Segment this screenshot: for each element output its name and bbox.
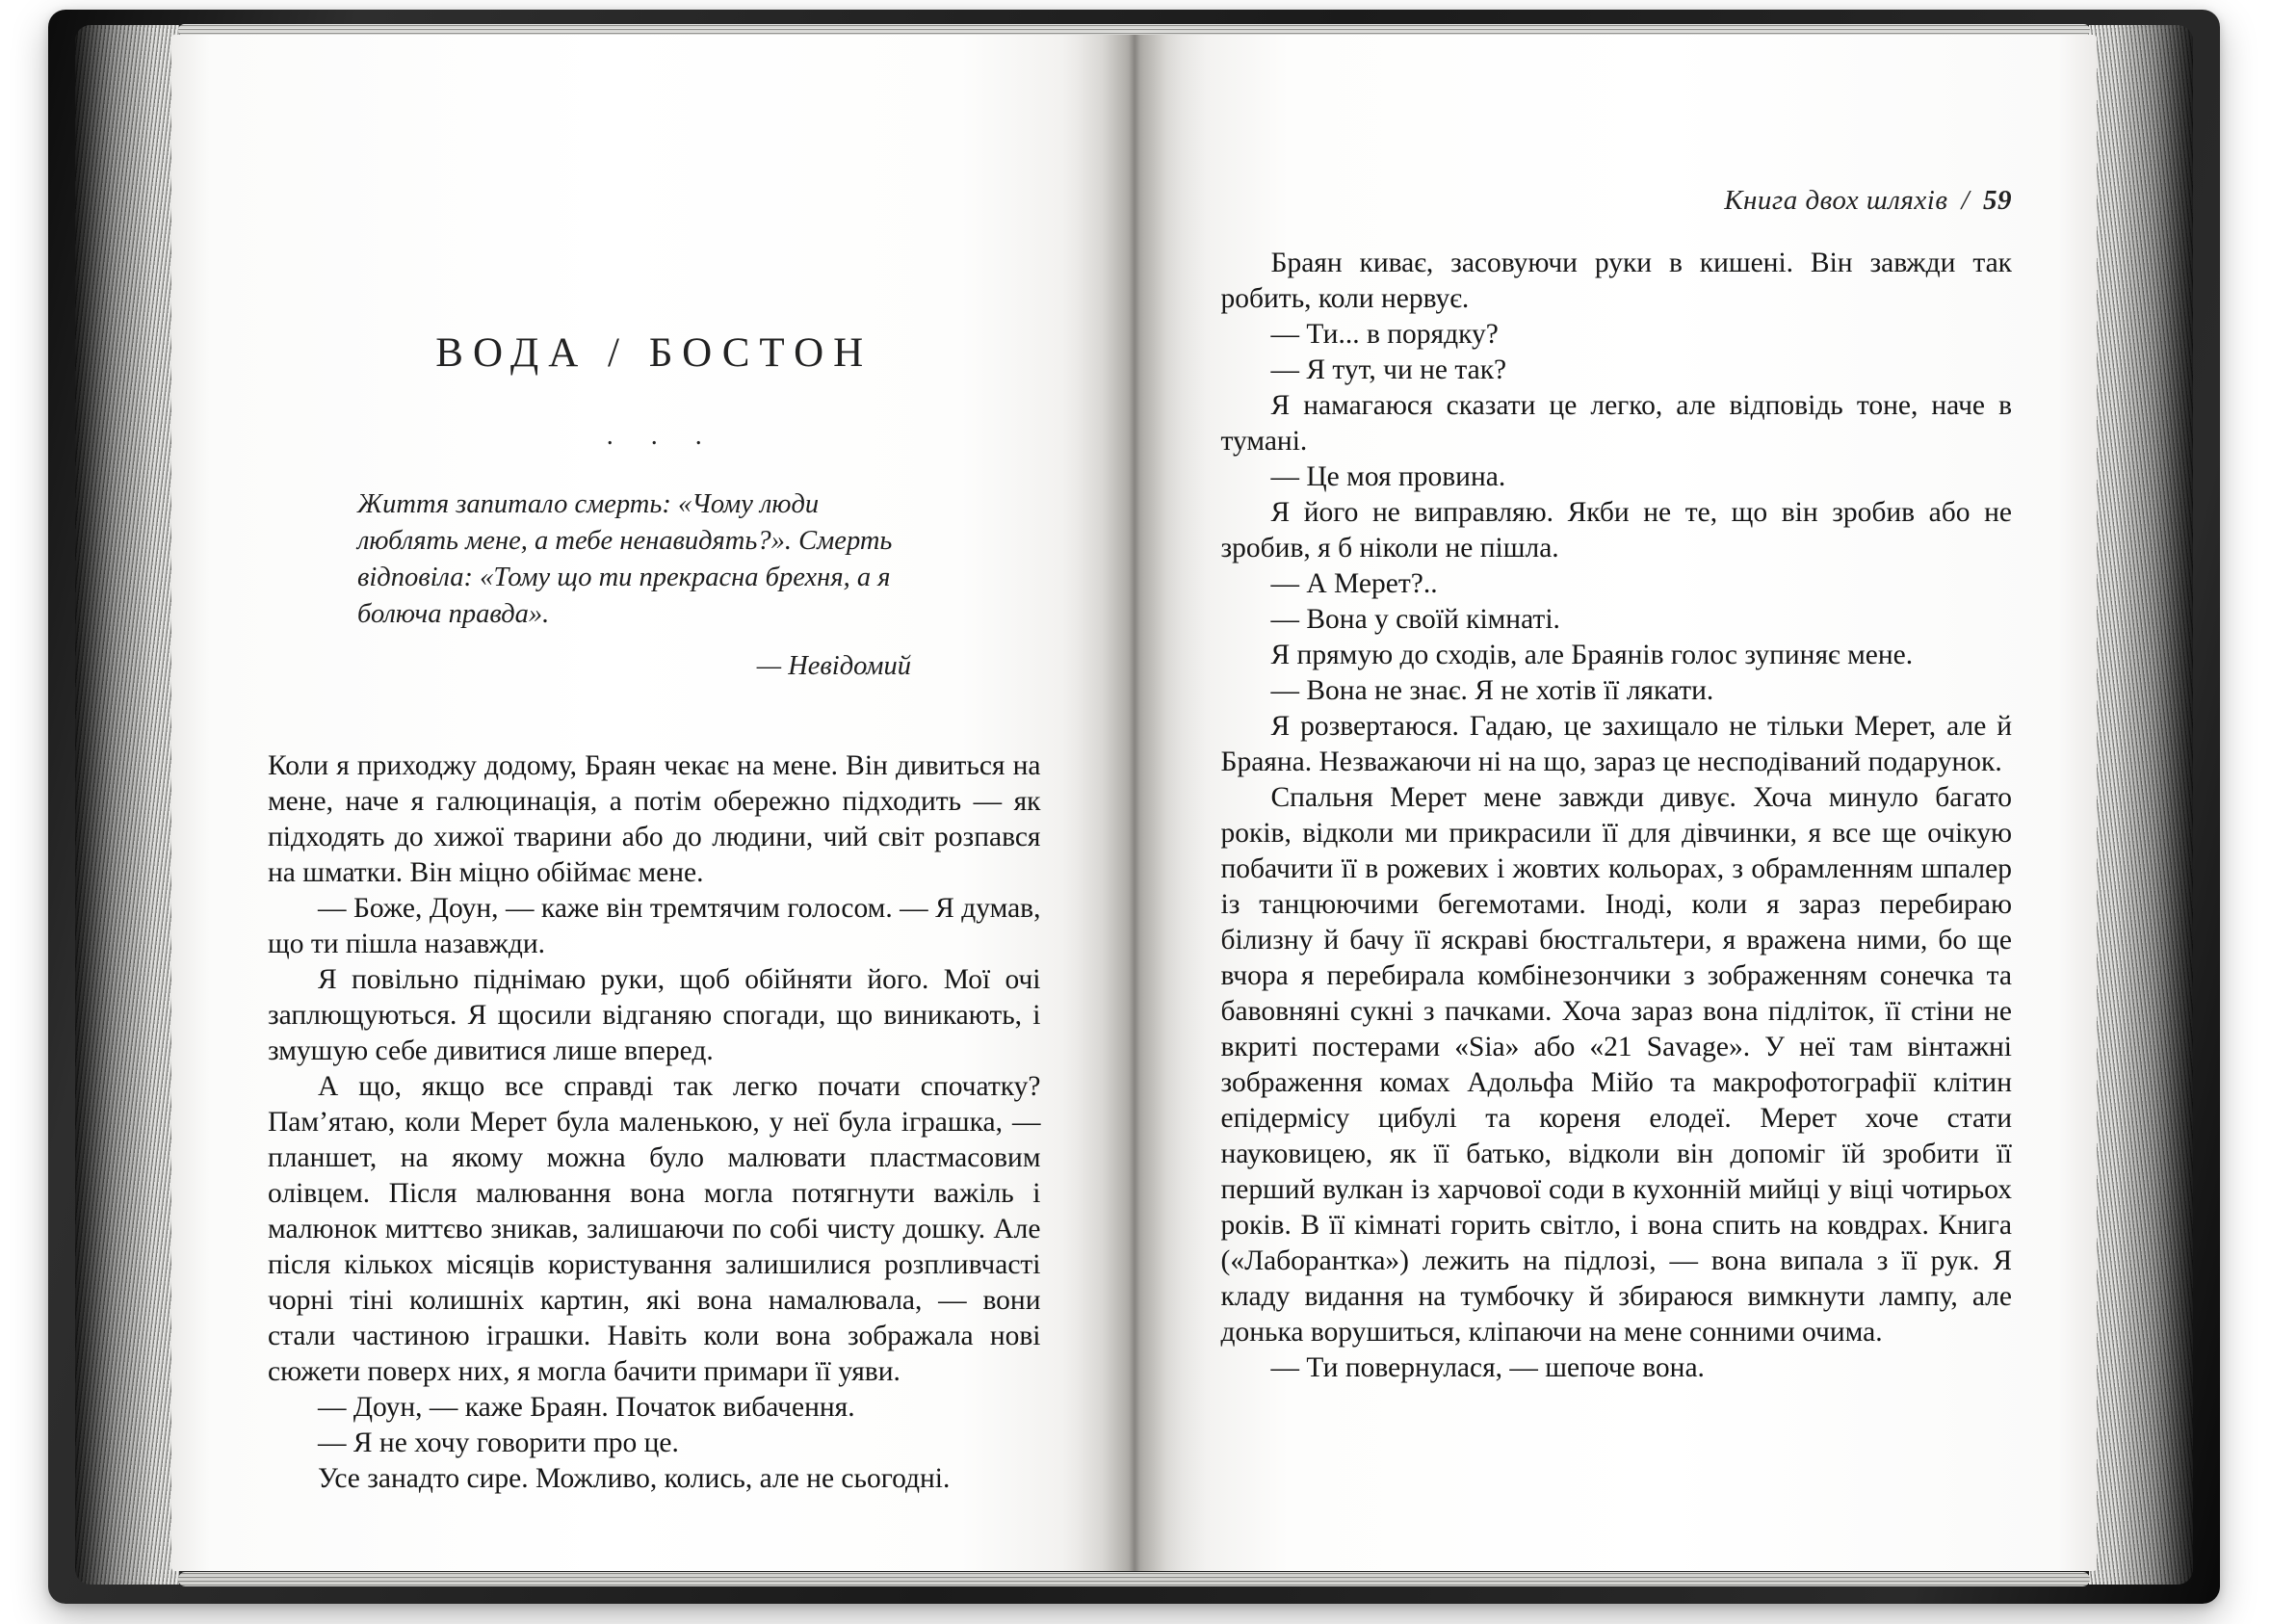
left-page-body <box>268 748 1041 1497</box>
paragraph: Спальня Мерет мене завжди дивує. Хоча минуло багато років, відколи ми прикрасили її для дівчинки, я все ще очікую побачити її в рожевих і жовтих кольорах, з обрамленням шпалер із танцюючими бегемотами. Іноді, коли я зараз перебираю білизну й бачу її яскраві бюстгальтери, я вражена ними, бо ще вчора я перебирала комбінезончики з зображенням сонечка та бавовняні сукні з пачками. Хоча зараз вона підліток, її стіни не вкриті постерами «Sia» або «21 Savage». У неї там вінтажні зображення комах Адольфа Мійо та макрофотографії клітин епідермісу цибулі та кореня елодеї. Мерет хоче стати науковицею, як її батько, відколи він допоміг їй зробити її перший вулкан із харчової соди в кухонній мийці у віці чотирьох років. В її кімнаті горить світло, і вона спить на ковдрах. Книга («Лаборантка») лежить на підлозі, — вона випала з її рук. Я кладу видання на тумбочку й збираюся вимкнути лампу, але донька ворушиться, кліпаючи на мене сонними очима. <box>1220 782 2012 1348</box>
paragraph: А що, якщо все справді так легко почати спочатку? Пам’ятаю, коли Мерет була маленькою, у неї була іграшка, — планшет, на якому можна було малювати пластмасовим олівцем. Після малювання вона могла потягнути важіль і малюнок миттєво зникав, залишаючи по собі чисту дошку. Але після кількох місяців користування залишилися розпливчасті чорні тіні колишніх картин, які вона намалювала, — вони стали частиною іграшки. Навіть коли вона зображала нові сюжети поверх них, я могла бачити примари її уяви. <box>268 1071 1041 1387</box>
open-book <box>48 10 2220 1604</box>
paragraph: Усе занадто сире. Можливо, колись, але не сьогодні. <box>318 1463 951 1494</box>
epigraph-text: Життя запитало смерть: «Чому люди люблять мене, а тебе ненавидять?». Смерть відповіла: «Тому що ти прекрасна брехня, а я болюча правда». <box>357 489 893 629</box>
paragraph: Коли я приходжу додому, Браян чекає на мене. Він дивиться на мене, наче я галюцинація, а потім обережно підходить — як підходять до хижої тварини або до людини, чий світ розпався на шматки. Він міцно обіймає мене. <box>268 750 1041 888</box>
paragraph: — Ти... в порядку? <box>1270 319 1499 350</box>
epigraph <box>357 486 911 685</box>
page-edges-left <box>75 25 179 1585</box>
paragraph: Я повільно піднімаю руки, щоб обійняти його. Мої очі заплющуються. Я щосили відганяю спогади, що виникають, і змушую себе дивитися лише вперед. <box>268 964 1041 1066</box>
paragraph: — Я не хочу говорити про це. <box>318 1428 679 1458</box>
paragraph: — А Мерет?.. <box>1270 568 1438 599</box>
section-break-dots: . . . <box>606 421 718 451</box>
page-edges-right <box>2089 25 2193 1585</box>
page-number: 59 <box>1983 185 2012 216</box>
chapter-title: ВОДА / БОСТОН <box>435 330 874 376</box>
left-page <box>171 35 1135 1571</box>
paragraph: Я намагаюся сказати це легко, але відповідь тоне, наче в тумані. <box>1220 390 2012 457</box>
right-page-body <box>1221 246 2013 1386</box>
right-page-content <box>1221 35 2013 1386</box>
paragraph: Браян киває, засовуючи руки в кишені. Він завжди так робить, коли нервує. <box>1220 248 2012 314</box>
paragraph: Я його не виправляю. Якби не те, що він зробив або не зробив, я б ніколи не пішла. <box>1220 497 2012 563</box>
book-pages <box>171 35 2097 1571</box>
left-page-content <box>268 35 1041 1497</box>
running-header-separator: / <box>1961 185 1970 216</box>
paragraph: — Доун, — каже Браян. Початок вибачення. <box>318 1392 855 1423</box>
running-header <box>1221 185 2013 217</box>
epigraph-attribution: — Невідомий <box>756 651 911 681</box>
paragraph: Я прямую до сходів, але Браянів голос зупиняє мене. <box>1270 640 1914 670</box>
right-page <box>1135 35 2098 1571</box>
paragraph: — Це моя провина. <box>1270 461 1506 492</box>
paragraph: — Вона не знає. Я не хотів її лякати. <box>1270 675 1714 706</box>
paragraph: — Вона у своїй кімнаті. <box>1270 604 1560 635</box>
paragraph: — Ти повернулася, — шепоче вона. <box>1270 1352 1705 1383</box>
paragraph: — Я тут, чи не так? <box>1270 354 1507 385</box>
paragraph: — Боже, Доун, — каже він тремтячим голосом. — Я думав, що ти пішла назавжди. <box>268 893 1041 959</box>
paragraph: Я розвертаюся. Гадаю, це захищало не тільки Мерет, але й Браяна. Незважаючи ні на що, зараз це несподіваний подарунок. <box>1220 711 2012 777</box>
running-header-title: Книга двох шляхів <box>1724 185 1948 216</box>
page-edges-bottom <box>178 1572 2090 1586</box>
